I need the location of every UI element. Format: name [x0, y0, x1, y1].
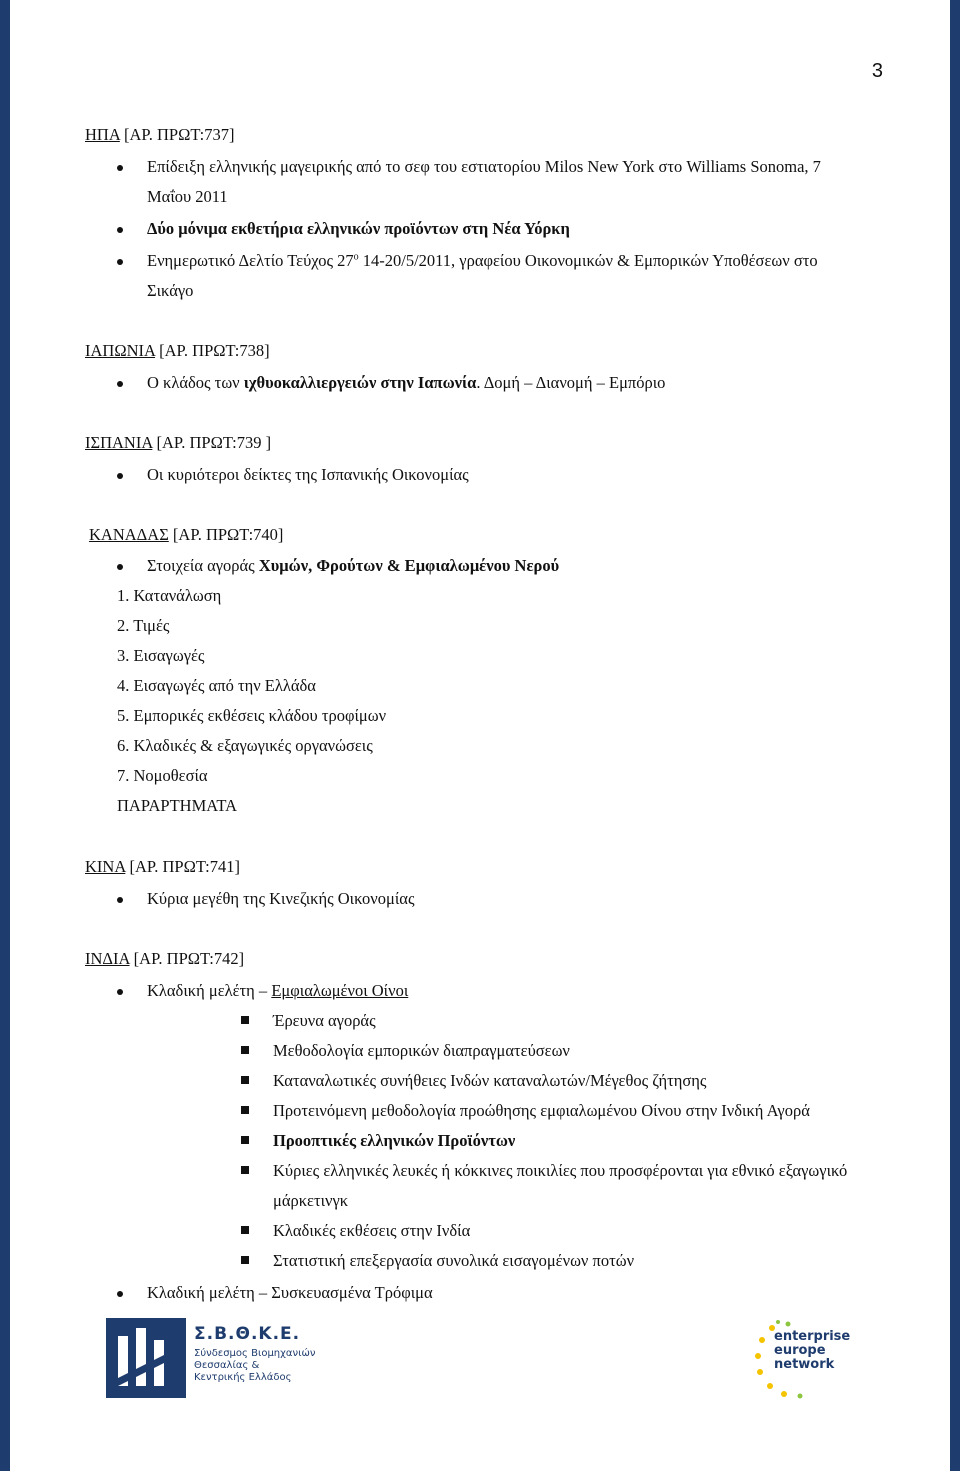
india-sub-item: Προτεινόμενη μεθοδολογία προώθησης εμφιαλωμένου Οίνου στην Ινδική Αγορά: [273, 1101, 810, 1120]
india-sub-item: Κύριες ελληνικές λευκές ή κόκκινες ποικιλίες που προσφέρονται για εθνικό εξαγωγικό: [273, 1161, 848, 1180]
een-wordmark: [774, 1330, 850, 1372]
usa-item-1-cont: Μαΐου 2011: [147, 187, 228, 206]
india-sub-item: Κλαδικές εκθέσεις στην Ινδία: [273, 1221, 471, 1240]
section-heading-spain: ΙΣΠΑΝΙΑ [ΑΡ. ΠΡΩΤ:739 ]: [85, 433, 272, 452]
sbke-line: Θεσσαλίας &: [194, 1360, 260, 1371]
sbke-title: Σ.Β.Θ.Κ.Ε.: [194, 1324, 301, 1344]
sbke-logo-mark-icon: [106, 1318, 186, 1398]
canada-list-item: 5. Εμπορικές εκθέσεις κλάδου τροφίμων: [117, 706, 387, 725]
section-heading-japan: ΙΑΠΩΝΙΑ [ΑΡ. ΠΡΩΤ:738]: [85, 341, 270, 360]
india-sub-item: Στατιστική επεξεργασία συνολικά εισαγομένων ποτών: [273, 1251, 635, 1270]
canada-item: Στοιχεία αγοράς Χυμών, Φρούτων & Εμφιαλωμένου Νερού: [147, 556, 560, 575]
sbke-line: Σύνδεσμος Βιομηχανιών: [194, 1348, 316, 1359]
canada-list-item: 1. Κατανάλωση: [117, 586, 222, 605]
canada-list-item: 2. Τιμές: [117, 616, 170, 635]
canada-appendix: ΠΑΡΑΡΤΗΜΑΤΑ: [117, 796, 238, 815]
india-sub-item: Μεθοδολογία εμπορικών διαπραγματεύσεων: [273, 1041, 570, 1060]
canada-list-item: 4. Εισαγωγές από την Ελλάδα: [117, 676, 316, 695]
canada-list-item: 6. Κλαδικές & εξαγωγικές οργανώσεις: [117, 736, 373, 755]
spain-item: Οι κυριότεροι δείκτες της Ισπανικής Οικονομίας: [147, 465, 469, 484]
sbke-logo: [106, 1318, 316, 1398]
een-line: network: [774, 1357, 835, 1372]
usa-item-3-cont: Σικάγο: [147, 281, 194, 300]
page-number: 3: [871, 60, 883, 82]
india-sub-item: Καταναλωτικές συνήθειες Ινδών καταναλωτών/Μέγεθος ζήτησης: [273, 1071, 707, 1090]
india-study-1: Κλαδική μελέτη – Εμφιαλωμένοι Οίνοι: [147, 981, 409, 1000]
section-heading-usa: ΗΠΑ [ΑΡ. ΠΡΩΤ:737]: [85, 125, 235, 144]
usa-item-1: Επίδειξη ελληνικής μαγειρικής από το σεφ του εστιατορίου Milos New York στο Williams Sonoma, 7: [147, 157, 821, 176]
usa-item-2: Δύο μόνιμα εκθετήρια ελληνικών προϊόντων στη Νέα Υόρκη: [147, 219, 570, 238]
left-border-bar: [0, 0, 10, 1471]
section-heading-china: ΚΙΝΑ [ΑΡ. ΠΡΩΤ:741]: [85, 857, 240, 876]
china-item: Κύρια μεγέθη της Κινεζικής Οικονομίας: [147, 889, 415, 908]
sbke-line: Κεντρικής Ελλάδος: [194, 1372, 292, 1383]
usa-item-3: Ενημερωτικό Δελτίο Τεύχος $27^o$ 14-20/5/2011, γραφείου Οικονομικών & Εμπορικών Υποθέσεων στο: [147, 251, 818, 270]
een-line: enterprise: [774, 1329, 851, 1344]
right-border-bar: [950, 0, 960, 1471]
canada-list-item: 3. Εισαγωγές: [117, 646, 205, 665]
een-line: europe: [774, 1343, 826, 1358]
sbke-logo-text: [194, 1324, 315, 1384]
india-sub-item: Προοπτικές ελληνικών Προϊόντων: [273, 1131, 516, 1150]
section-heading-canada: ΚΑΝΑΔΑΣ [ΑΡ. ΠΡΩΤ:740]: [89, 525, 284, 544]
japan-item: Ο κλάδος των ιχθυοκαλλιεργειών στην Ιαπωνία. Δομή – Διανομή – Εμπόριο: [147, 373, 666, 392]
enterprise-europe-network-logo: [752, 1318, 862, 1418]
canada-list-item: 7. Νομοθεσία: [117, 766, 208, 785]
section-heading-india: ΙΝΔΙΑ [ΑΡ. ΠΡΩΤ:742]: [85, 949, 245, 968]
india-study-2: Κλαδική μελέτη – Συσκευασμένα Τρόφιμα: [147, 1283, 433, 1302]
india-sub-item: Έρευνα αγοράς: [273, 1011, 376, 1030]
india-sub-item-cont: μάρκετινγκ: [273, 1191, 349, 1210]
